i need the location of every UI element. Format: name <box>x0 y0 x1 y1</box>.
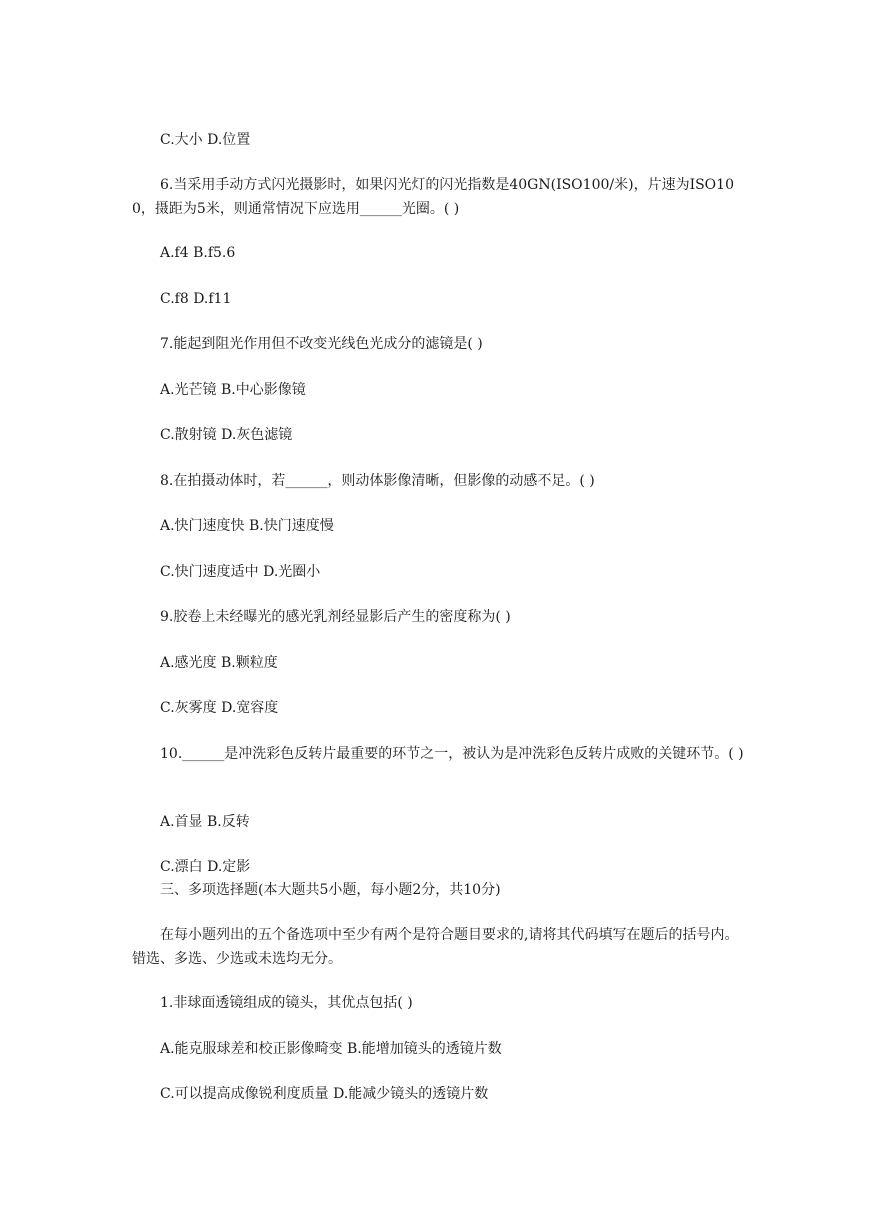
q7-options-ab: A.光芒镜 B.中心影像镜 <box>160 382 306 398</box>
q7-stem: 7.能起到阻光作用但不改变光线色光成分的滤镜是( ) <box>160 336 483 352</box>
q8-options-ab: A.快门速度快 B.快门速度慢 <box>160 518 334 534</box>
q7-options-cd: C.散射镜 D.灰色滤镜 <box>160 427 293 443</box>
q9-options-ab: A.感光度 B.颗粒度 <box>160 655 278 671</box>
q9-stem: 9.胶卷上未经曝光的感光乳剂经显影后产生的密度称为( ) <box>160 609 511 625</box>
q10-options-ab: A.首显 B.反转 <box>160 814 250 830</box>
q6-options-ab: A.f4 B.f5.6 <box>160 245 236 261</box>
m1-options-cd: C.可以提高成像锐利度质量 D.能减少镜头的透镜片数 <box>160 1086 489 1102</box>
m1-stem: 1.非球面透镜组成的镜头，其优点包括( ) <box>160 995 413 1011</box>
q6-stem: 6.当采用手动方式闪光摄影时，如果闪光灯的闪光指数是40GN(ISO100/米)，片速为ISO100，摄距为5米，则通常情况下应选用______光圈。( ) <box>132 177 734 217</box>
q10-options-cd: C.漂白 D.定影 <box>160 859 251 875</box>
q5-options-cd: C.大小 D.位置 <box>160 132 251 148</box>
section3-title: 三、多项选择题(本大题共5小题，每小题2分，共10分) <box>160 882 501 898</box>
m1-options-ab: A.能克服球差和校正影像畸变 B.能增加镜头的透镜片数 <box>160 1041 502 1057</box>
q10-stem: 10.______是冲洗彩色反转片最重要的环节之一，被认为是冲洗彩色反转片成败的关键环节。( ) <box>160 746 744 762</box>
q6-options-cd: C.f8 D.f11 <box>160 291 232 307</box>
q8-options-cd: C.快门速度适中 D.光圈小 <box>160 564 321 580</box>
section3-instructions: 在每小题列出的五个备选项中至少有两个是符合题目要求的,请将其代码填写在题后的括号内。错选、多选、少选或未选均无分。 <box>132 927 739 967</box>
q8-stem: 8.在拍摄动体时，若______，则动体影像清晰，但影像的动感不足。( ) <box>160 473 595 489</box>
q9-options-cd: C.灰雾度 D.宽容度 <box>160 700 279 716</box>
